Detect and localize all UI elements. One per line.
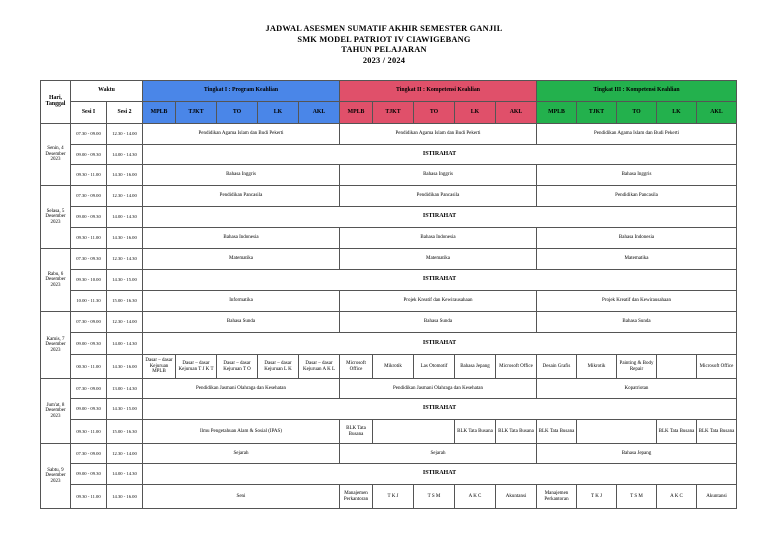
break-row: ISTIRAHAT	[143, 464, 737, 485]
break-row: ISTIRAHAT	[143, 207, 737, 228]
title-line-2: SMK MODEL PATRIOT IV CIAWIGEBANG	[297, 34, 471, 44]
time-sesi-1: 09.30 - 10.00	[71, 270, 107, 291]
header-waktu: Waktu	[71, 81, 143, 102]
header-tingkat-2: Tingkat II : Kompetensi Keahlian	[340, 81, 537, 102]
time-sesi-1: 00.30 - 11.00	[71, 355, 107, 379]
subject-cell: BLK Tata Busana	[496, 420, 537, 444]
subject-cell: T S M	[414, 485, 455, 509]
header-program: TJKT	[577, 102, 617, 124]
time-sesi-2: 14.00 - 14.30	[107, 333, 143, 355]
subject-cell: Bahasa Jepang	[455, 355, 496, 379]
title-line-1: JADWAL ASESMEN SUMATIF AKHIR SEMESTER GANJIL	[265, 24, 503, 33]
subject-cell: Manajemen Perkantoran	[537, 485, 577, 509]
subject-cell: Pendidikan Agama Islam dan Budi Pekerti	[537, 124, 737, 145]
subject-cell: Dasar – dasar Kejuruan T J K T	[176, 355, 217, 379]
time-sesi-2: 14.30 - 16.00	[107, 355, 143, 379]
header-program: AKL	[496, 102, 537, 124]
subject-cell: BLK Tata Busana	[455, 420, 496, 444]
header-program: AKL	[697, 102, 737, 124]
subject-cell: Pendidikan Jasmani Olahraga dan Kesehatan	[340, 379, 537, 399]
subject-cell: Painting & Body Repair	[617, 355, 657, 379]
time-sesi-1: 07.30 - 09.00	[71, 379, 107, 399]
time-sesi-1: 09.00 - 09.30	[71, 399, 107, 420]
subject-cell: Bahasa Indonesia	[340, 228, 537, 249]
subject-cell: Bahasa Sunda	[340, 312, 537, 333]
subject-cell: Matematika	[143, 249, 340, 270]
subject-cell: Matematika	[340, 249, 537, 270]
title-line-4: 2023 / 2024	[362, 55, 406, 65]
subject-cell: Bahasa Indonesia	[537, 228, 737, 249]
header-program: TJKT	[373, 102, 414, 124]
time-sesi-1: 07.30 - 09.00	[71, 124, 107, 145]
time-sesi-1: 07.30 - 09.30	[71, 249, 107, 270]
subject-cell: Manajemen Perkantoran	[340, 485, 373, 509]
time-sesi-2: 14.30 - 16.00	[107, 228, 143, 249]
subject-cell: Microsoft Office	[340, 355, 373, 379]
subject-cell: Informatika	[143, 291, 340, 312]
subject-cell: Pendidikan Agama Islam dan Budi Pekerti	[340, 124, 537, 145]
subject-cell: Bahasa Indonesia	[143, 228, 340, 249]
subject-cell	[657, 355, 697, 379]
time-sesi-1: 09.30 - 11.00	[71, 165, 107, 186]
subject-cell: Pendidikan Pancasila	[537, 186, 737, 207]
time-sesi-2: 12.30 - 14.00	[107, 312, 143, 333]
header-sesi-1: Sesi I	[71, 102, 107, 124]
time-sesi-2: 14.00 - 14.30	[107, 207, 143, 228]
subject-cell: T K J	[373, 485, 414, 509]
time-sesi-2: 14.30 - 16.00	[107, 485, 143, 509]
time-sesi-1: 09.30 - 11.00	[71, 420, 107, 444]
time-sesi-1: 07.30 - 09.00	[71, 312, 107, 333]
header-sesi-2: Sesi 2	[107, 102, 143, 124]
time-sesi-1: 10.00 - 11.30	[71, 291, 107, 312]
time-sesi-1: 09.00 - 09.30	[71, 464, 107, 485]
time-sesi-2: 14.30 - 16.00	[107, 165, 143, 186]
subject-cell: Bahasa Jepang	[537, 444, 737, 464]
time-sesi-1: 09.00 - 09.30	[71, 333, 107, 355]
subject-cell: Dasar – dasar Kejuruan A K L	[299, 355, 340, 379]
title-line-3: TAHUN PELAJARAN	[341, 45, 427, 54]
day-cell: Sabtu, 9 Desember 2023	[41, 444, 71, 509]
subject-cell: Akuntansi	[697, 485, 737, 509]
subject-cell: Sejarah	[143, 444, 340, 464]
break-row: ISTIRAHAT	[143, 333, 737, 355]
header-program: TO	[217, 102, 258, 124]
header-program: TO	[414, 102, 455, 124]
header-program: MPLB	[143, 102, 176, 124]
subject-cell: Dasar – dasar Kejuruan T O	[217, 355, 258, 379]
subject-cell: Ilmu Pengetahuan Alam & Sosial (IPAS)	[143, 420, 340, 444]
subject-cell: BLK Tata Busana	[657, 420, 697, 444]
subject-cell: T S M	[617, 485, 657, 509]
subject-cell: A K C	[455, 485, 496, 509]
time-sesi-2: 14.00 - 14.30	[107, 145, 143, 165]
header-day: Hari, Tanggal	[41, 81, 71, 124]
subject-cell: Projek Kreatif dan Kewirausahaan	[340, 291, 537, 312]
time-sesi-1: 09.00 - 09.30	[71, 145, 107, 165]
time-sesi-2: 15.00 - 16.30	[107, 420, 143, 444]
subject-cell: Bahasa Sunda	[537, 312, 737, 333]
subject-cell: Matematika	[537, 249, 737, 270]
time-sesi-2: 12.30 - 14.00	[107, 124, 143, 145]
subject-cell	[373, 420, 455, 444]
time-sesi-2: 15.00 - 16.30	[107, 291, 143, 312]
day-cell: Kamis, 7 Desember 2023	[41, 312, 71, 379]
break-row: ISTIRAHAT	[143, 145, 737, 165]
time-sesi-1: 07.30 - 09.00	[71, 186, 107, 207]
break-row: ISTIRAHAT	[143, 399, 737, 420]
subject-cell: Pendidikan Pancasila	[340, 186, 537, 207]
time-sesi-2: 13.00 - 14.30	[107, 379, 143, 399]
header-tingkat-3: Tingkat III : Kompetensi Keahlian	[537, 81, 737, 102]
header-tingkat-1: Tingkat I : Program Keahlian	[143, 81, 340, 102]
header-program: MPLB	[537, 102, 577, 124]
subject-cell: Dasar – dasar Kejuruan MPLB	[143, 355, 176, 379]
time-sesi-2: 14.30 - 15.00	[107, 399, 143, 420]
subject-cell: BLK Tata Busana	[697, 420, 737, 444]
header-program: LK	[455, 102, 496, 124]
day-cell: Jum'at, 8 Desember 2023	[41, 379, 71, 444]
header-program: TO	[617, 102, 657, 124]
header-program: MPLB	[340, 102, 373, 124]
schedule-table	[40, 80, 737, 509]
subject-cell: Bahasa Sunda	[143, 312, 340, 333]
time-sesi-1: 09.00 - 09.30	[71, 207, 107, 228]
day-cell: Selasa, 5 Desember 2023	[41, 186, 71, 249]
subject-cell: Bahasa Inggris	[143, 165, 340, 186]
time-sesi-2: 12.30 - 14.00	[107, 186, 143, 207]
time-sesi-1: 07.30 - 09.00	[71, 444, 107, 464]
header-program: LK	[657, 102, 697, 124]
document-title	[0, 24, 768, 66]
time-sesi-2: 12.30 - 14.30	[107, 249, 143, 270]
subject-cell: Pendidikan Pancasila	[143, 186, 340, 207]
subject-cell: Las Otomotif	[414, 355, 455, 379]
day-cell: Senin, 4 Desember 2023	[41, 124, 71, 186]
subject-cell: Desain Grafis	[537, 355, 577, 379]
time-sesi-1: 09.30 - 11.00	[71, 228, 107, 249]
subject-cell: BLK Tata Busana	[537, 420, 577, 444]
subject-cell: Bahasa Inggris	[537, 165, 737, 186]
header-program: AKL	[299, 102, 340, 124]
subject-cell: Mikrotik	[577, 355, 617, 379]
subject-cell: Sejarah	[340, 444, 537, 464]
subject-cell	[577, 420, 657, 444]
break-row: ISTIRAHAT	[143, 270, 737, 291]
subject-cell: Mikrotik	[373, 355, 414, 379]
time-sesi-2: 14.00 - 14.30	[107, 464, 143, 485]
subject-cell: Kopatriotan	[537, 379, 737, 399]
subject-cell: Projek Kreatif dan Kewirausahaan	[537, 291, 737, 312]
subject-cell: Akuntansi	[496, 485, 537, 509]
subject-cell: BLK Tata Busana	[340, 420, 373, 444]
subject-cell: A K C	[657, 485, 697, 509]
subject-cell: Microsoft Office	[697, 355, 737, 379]
header-program: LK	[258, 102, 299, 124]
subject-cell: Pendidikan Agama Islam dan Budi Pekerti	[143, 124, 340, 145]
subject-cell: Dasar – dasar Kejuruan L K	[258, 355, 299, 379]
subject-cell: Pendidikan Jasmani Olahraga dan Kesehatan	[143, 379, 340, 399]
day-cell: Rabu, 6 Desember 2023	[41, 249, 71, 312]
time-sesi-1: 09.30 - 11.00	[71, 485, 107, 509]
subject-cell: Seni	[143, 485, 340, 509]
time-sesi-2: 12.30 - 14.00	[107, 444, 143, 464]
subject-cell: T K J	[577, 485, 617, 509]
header-program: TJKT	[176, 102, 217, 124]
subject-cell: Bahasa Inggris	[340, 165, 537, 186]
subject-cell: Microsoft Office	[496, 355, 537, 379]
time-sesi-2: 14.30 - 15.00	[107, 270, 143, 291]
